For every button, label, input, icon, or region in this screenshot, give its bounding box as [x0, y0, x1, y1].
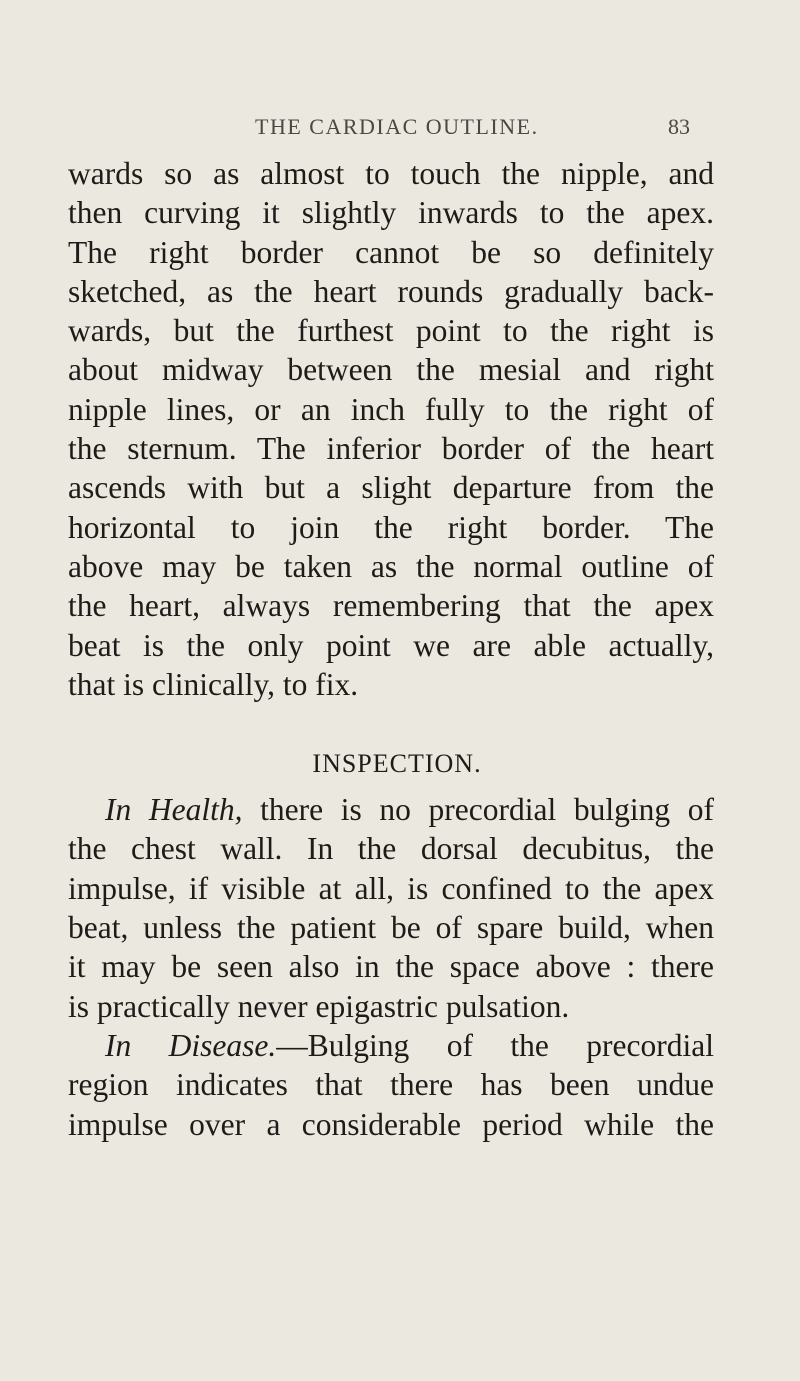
- italic-lead-in-health: In Health,: [105, 792, 243, 828]
- text-line: it may be seen also in the space above : there: [68, 949, 714, 985]
- text-line: above may be taken as the normal outline of: [68, 548, 714, 584]
- text-line: beat, unless the patient be of spare build, when: [68, 910, 714, 946]
- text-line: ascends with but a slight departure from the: [68, 470, 714, 506]
- text-line: impulse, if visible at all, is confined to the apex: [68, 870, 714, 906]
- text-line: horizontal to join the right border. The: [68, 509, 714, 545]
- text-line: sketched, as the heart rounds gradually back-: [68, 273, 714, 309]
- text-line: [68, 790, 714, 829]
- running-title: THE CARDIAC OUTLINE.: [255, 114, 539, 139]
- page-number: 83: [668, 114, 690, 139]
- text-line: nipple lines, or an inch fully to the right of: [68, 391, 714, 427]
- text-line: that is clinically, to fix.: [68, 666, 359, 702]
- running-header: [0, 114, 800, 144]
- text-line: The right border cannot be so definitely: [68, 234, 714, 270]
- text-line: the heart, always remembering that the apex: [68, 588, 714, 624]
- text-line: impulse over a considerable period while the: [68, 1106, 714, 1142]
- text-line: region indicates that there has been undue: [68, 1067, 714, 1103]
- text-line: wards, but the furthest point to the right is: [68, 313, 714, 349]
- text-run: —Bulging of the precordial: [276, 1027, 714, 1063]
- text-line: the chest wall. In the dorsal decubitus, the: [68, 831, 714, 867]
- text-line: [68, 1026, 714, 1065]
- text-line: the sternum. The inferior border of the heart: [68, 431, 714, 467]
- text-line: wards so as almost to touch the nipple, and: [68, 156, 714, 191]
- text-line: is practically never epigastric pulsation.: [68, 988, 570, 1024]
- text-line: beat is the only point we are able actually,: [68, 627, 714, 663]
- paragraph-in-disease: [68, 1026, 714, 1144]
- text-run: there is no precordial bulging of: [242, 792, 714, 828]
- paragraph-cardiac-outline: [68, 154, 714, 704]
- italic-lead-in-disease: In Disease.: [105, 1027, 277, 1063]
- text-line: then curving it slightly inwards to the apex.: [68, 195, 714, 231]
- paragraph-in-health: [68, 790, 714, 1026]
- body-text: [68, 154, 714, 1144]
- text-line: about midway between the mesial and right: [68, 352, 714, 388]
- section-heading-inspection: INSPECTION.: [312, 749, 482, 779]
